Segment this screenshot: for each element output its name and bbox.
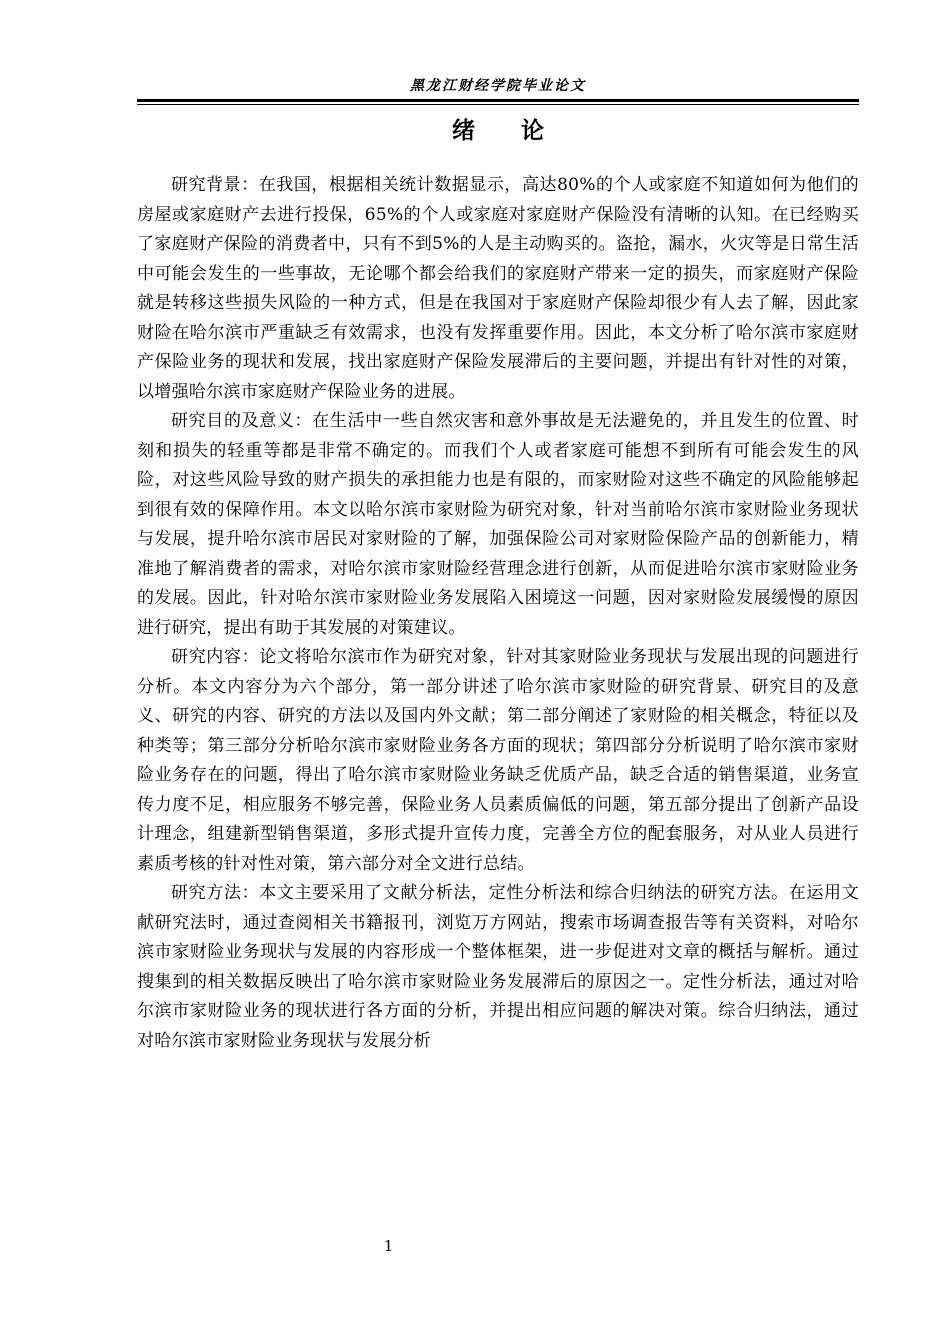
header-rule-thick bbox=[137, 99, 859, 102]
chapter-title bbox=[137, 114, 859, 148]
paragraph-research-purpose: 研究目的及意义：在生活中一些自然灾害和意外事故是无法避免的，并且发生的位置、时刻和损失的轻重等都是非常不确定的。而我们个人或者家庭可能想不到所有可能会发生的风险，对这些风险导致的财产损失的承担能力也是有限的，而家财险对这些不确定的风险能够起到很有效的保障作用。本文以哈尔滨市家财险为研究对象，针对当前哈尔滨市家财险业务现状与发展，提升哈尔滨市居民对家财险的了解，加强保险公司对家财险保险产品的创新能力，精准地了解消费者的需求，对哈尔滨市家财险经营理念进行创新，从而促进哈尔滨市家财险业务的发展。因此，针对哈尔滨市家财险业务发展陷入困境这一问题，因对家财险发展缓慢的原因进行研究，提出有助于其发展的对策建议。 bbox=[137, 411, 859, 638]
body-text bbox=[137, 171, 859, 1056]
running-header: 黑龙江财经学院毕业论文 bbox=[410, 78, 586, 94]
paragraph-research-methods: 研究方法：本文主要采用了文献分析法，定性分析法和综合归纳法的研究方法。在运用文献研究法时，通过查阅相关书籍报刊，浏览万方网站，搜索市场调查报告等有关资料，对哈尔滨市家财险业务现状与发展的内容形成一个整体框架，进一步促进对文章的概括与解析。通过搜集到的相关数据反映出了哈尔滨市家财险业务发展滞后的原因之一。定性分析法，通过对哈尔滨市家财险业务的现状进行各方面的分析，并提出相应问题的解决对策。综合归纳法，通过对哈尔滨市家财险业务现状与发展分析 bbox=[137, 883, 859, 1051]
chapter-title-char-1: 绪 bbox=[452, 118, 475, 144]
page-number: 1 bbox=[383, 1237, 394, 1255]
chapter-title-char-2: 论 bbox=[521, 118, 544, 144]
paragraph-research-content: 研究内容：论文将哈尔滨市作为研究对象，针对其家财险业务现状与发展出现的问题进行分析。本文内容分为六个部分，第一部分讲述了哈尔滨市家财险的研究背景、研究目的及意义、研究的内容、研究的方法以及国内外文献；第二部分阐述了家财险的相关概念，特征以及种类等；第三部分分析哈尔滨市家财险业务各方面的现状；第四部分分析说明了哈尔滨市家财险业务存在的问题，得出了哈尔滨市家财险业务缺乏优质产品，缺乏合适的销售渠道，业务宣传力度不足，相应服务不够完善，保险业务人员素质偏低的问题，第五部分提出了创新产品设计理念，组建新型销售渠道，多形式提升宣传力度，完善全方位的配套服务，对从业人员进行素质考核的针对性对策，第六部分对全文进行总结。 bbox=[137, 647, 859, 874]
header-rule-thin bbox=[137, 104, 859, 105]
paragraph-research-background: 研究背景：在我国，根据相关统计数据显示，高达80%的个人或家庭不知道如何为他们的房屋或家庭财产去进行投保，65%的个人或家庭对家庭财产保险没有清晰的认知。在已经购买了家庭财产保险的消费者中，只有不到5%的人是主动购买的。盗抢，漏水，火灾等是日常生活中可能会发生的一些事故，无论哪个都会给我们的家庭财产带来一定的损失，而家庭财产保险就是转移这些损失风险的一种方式，但是在我国对于家庭财产保险却很少有人去了解，因此家财险在哈尔滨市严重缺乏有效需求，也没有发挥重要作用。因此，本文分析了哈尔滨市家庭财产保险业务的现状和发展，找出家庭财产保险发展滞后的主要问题，并提出有针对性的对策，以增强哈尔滨市家庭财产保险业务的进展。 bbox=[137, 175, 859, 402]
